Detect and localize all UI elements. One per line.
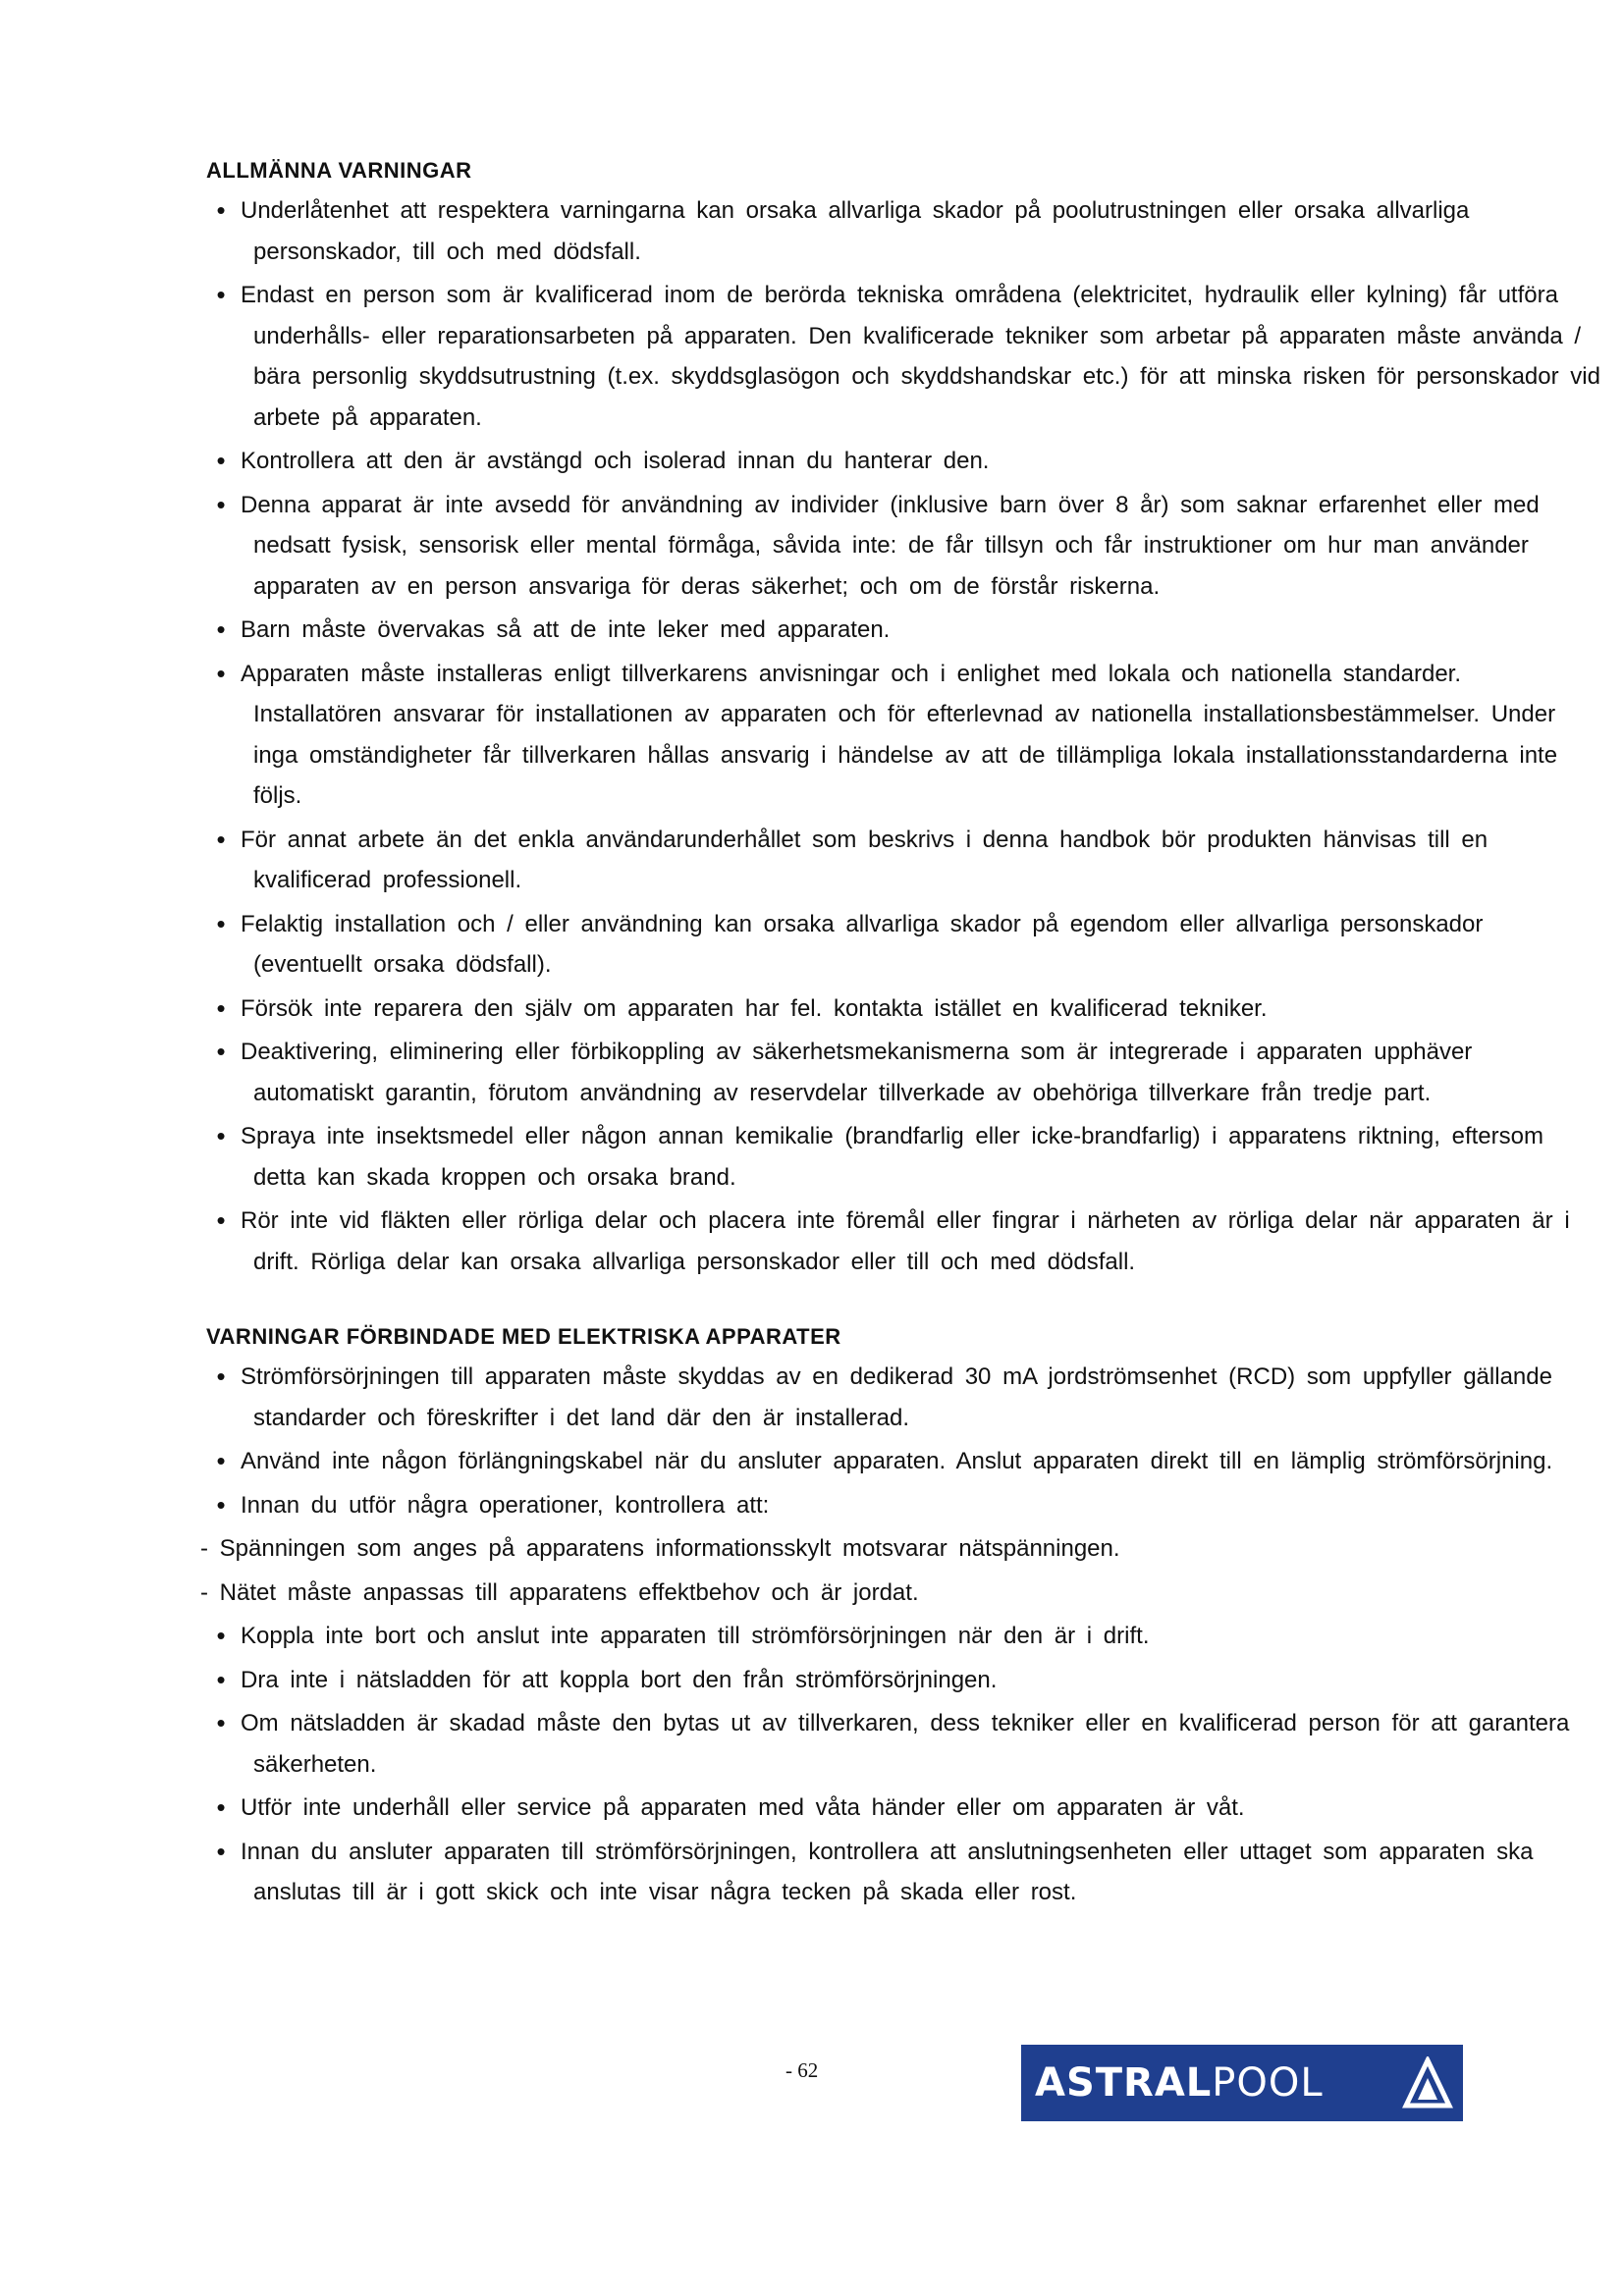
bullet-list-item [206, 275, 1600, 438]
list-item-text: • Innan du ansluter apparaten till strömförsörjningen, kontrollera att anslutningsenheten eller uttaget som apparaten ska anslutas till är i gott skick och inte visar några tecken på skada eller rost. [241, 1838, 1534, 1905]
section-title-electrical-warnings: VARNINGAR FÖRBINDADE MED ELEKTRISKA APPARATER [206, 1324, 841, 1349]
section-title-general-warnings: ALLMÄNNA VARNINGAR [206, 158, 472, 183]
document-page [200, 157, 1600, 1916]
bullet-list-item [206, 820, 1600, 901]
list-item-text: • Spraya inte insektsmedel eller någon annan kemikalie (brandfarlig eller icke-brandfarlig) i apparatens riktning, eftersom detta kan skada kroppen och orsaka brand. [241, 1123, 1543, 1191]
dash-list-item [200, 1528, 1600, 1570]
list-item-text: • För annat arbete än det enkla användarunderhållet som beskrivs i denna handbok bör produkten hänvisas till en kvalificerad professionell. [241, 826, 1489, 893]
dash-list-item [200, 1573, 1600, 1614]
bullet-list-item [206, 1485, 1600, 1526]
logo-wordmark-light: POOL [1212, 2060, 1324, 2106]
bullet-list-item [206, 1788, 1600, 1829]
logo-wordmark-bold: ASTRAL [1035, 2060, 1213, 2106]
astralpool-logo [1021, 2045, 1463, 2121]
bullet-list-item [206, 610, 1600, 651]
bullet-list-item [206, 1703, 1600, 1785]
astralpool-triangle-icon [1402, 2056, 1453, 2109]
bullet-list-item [206, 1441, 1600, 1482]
list-item-text: - Nätet måste anpassas till apparatens effektbehov och är jordat. [200, 1578, 919, 1606]
page-number: - 62 [785, 2058, 819, 2082]
logo-wordmark [1035, 2060, 1324, 2106]
list-item-text: • Denna apparat är inte avsedd för användning av individer (inklusive barn över 8 år) som saknar erfarenhet eller med nedsatt fysisk, sensorisk eller mental förmåga, såvida inte: de får tillsyn och får instruktioner om hur man använder apparaten av en person ansvariga för deras säkerhet; och om de förstår riskerna. [241, 491, 1540, 600]
bullet-list-item [206, 1616, 1600, 1657]
bullet-list-item [206, 485, 1600, 608]
list-item-text: • Använd inte någon förlängningskabel när du ansluter apparaten. Anslut apparaten direkt till en lämplig strömförsörjning. [241, 1448, 1553, 1474]
list-item-text: • Kontrollera att den är avstängd och isolerad innan du hanterar den. [241, 448, 990, 474]
bullet-list-item [206, 988, 1600, 1030]
list-item-text: • Innan du utför några operationer, kontrollera att: [241, 1491, 770, 1519]
bullet-list-item [206, 904, 1600, 986]
list-item-text: - Spänningen som anges på apparatens informationsskylt motsvarar nätspänningen. [200, 1535, 1120, 1562]
bullet-list-item [206, 1660, 1600, 1701]
bullet-list-item [206, 1201, 1600, 1282]
list-item-text: • Utför inte underhåll eller service på apparaten med våta händer eller om apparaten är våt. [241, 1794, 1245, 1821]
bullet-list-item [206, 1832, 1600, 1913]
list-item-text: • Felaktig installation och / eller användning kan orsaka allvarliga skador på egendom eller allvarliga personskador (eventuellt orsaka dödsfall). [241, 910, 1484, 978]
list-item-text: • Koppla inte bort och anslut inte apparaten till strömförsörjningen när den är i drift. [241, 1623, 1150, 1649]
list-item-text: • Barn måste övervakas så att de inte leker med apparaten. [241, 616, 891, 643]
list-item-text: • Deaktivering, eliminering eller förbikoppling av säkerhetsmekanismerna som är integrerade i apparaten upphäver automatiskt garantin, förutom användning av reservdelar tillverkade av obehöriga tillverkare från tredje part. [241, 1039, 1473, 1106]
bullet-list-item [206, 1116, 1600, 1198]
bullet-list-item [206, 654, 1600, 817]
list-item-text: • Underlåtenhet att respektera varningarna kan orsaka allvarliga skador på poolutrustningen eller orsaka allvarliga personskador, till och med dödsfall. [241, 197, 1470, 265]
bullet-list-item [206, 441, 1600, 482]
list-item-text: • Om nätsladden är skadad måste den bytas ut av tillverkaren, dess tekniker eller en kvalificerad person för att garantera säkerheten. [241, 1710, 1570, 1778]
list-item-text: • Apparaten måste installeras enligt tillverkarens anvisningar och i enlighet med lokala och nationella standarder. Installatören ansvarar för installationen av apparaten och för efterlevnad av nationella installationsbestämmelser. Under inga omständigheter får tillverkaren hållas ansvarig i händelse av att de tillämpliga lokala installationsstandarderna inte följs. [241, 660, 1558, 809]
list-item-text: • Försök inte reparera den själv om apparaten har fel. kontakta istället en kvalificerad tekniker. [241, 994, 1268, 1022]
list-item-text: • Strömförsörjningen till apparaten måste skyddas av en dedikerad 30 mA jordströmsenhet (RCD) som uppfyller gällande standarder och föreskrifter i det land där den är installerad. [241, 1363, 1552, 1431]
list-item-text: • Dra inte i nätsladden för att koppla bort den från strömförsörjningen. [241, 1666, 998, 1693]
list-item-text: • Endast en person som är kvalificerad inom de berörda tekniska områdena (elektricitet, hydraulik eller kylning) får utföra underhålls- eller reparationsarbeten på apparaten. Den kvalificerade tekniker som arbetar på apparaten måste använda / bära personlig skyddsutrustning (t.ex. skyddsglasögon och skyddshandskar etc.) för att minska risken för personskador vid arbete på apparaten. [241, 282, 1600, 431]
bullet-list-item [206, 190, 1600, 272]
list-item-text: • Rör inte vid fläkten eller rörliga delar och placera inte föremål eller fingrar i närheten av rörliga delar när apparaten är i drift. Rörliga delar kan orsaka allvarliga personskador eller till och med dödsfall. [241, 1207, 1570, 1275]
bullet-list-item [206, 1032, 1600, 1113]
bullet-list-item [206, 1357, 1600, 1438]
general-warnings-list [206, 190, 1600, 1282]
electrical-warnings-list [200, 1357, 1600, 1913]
